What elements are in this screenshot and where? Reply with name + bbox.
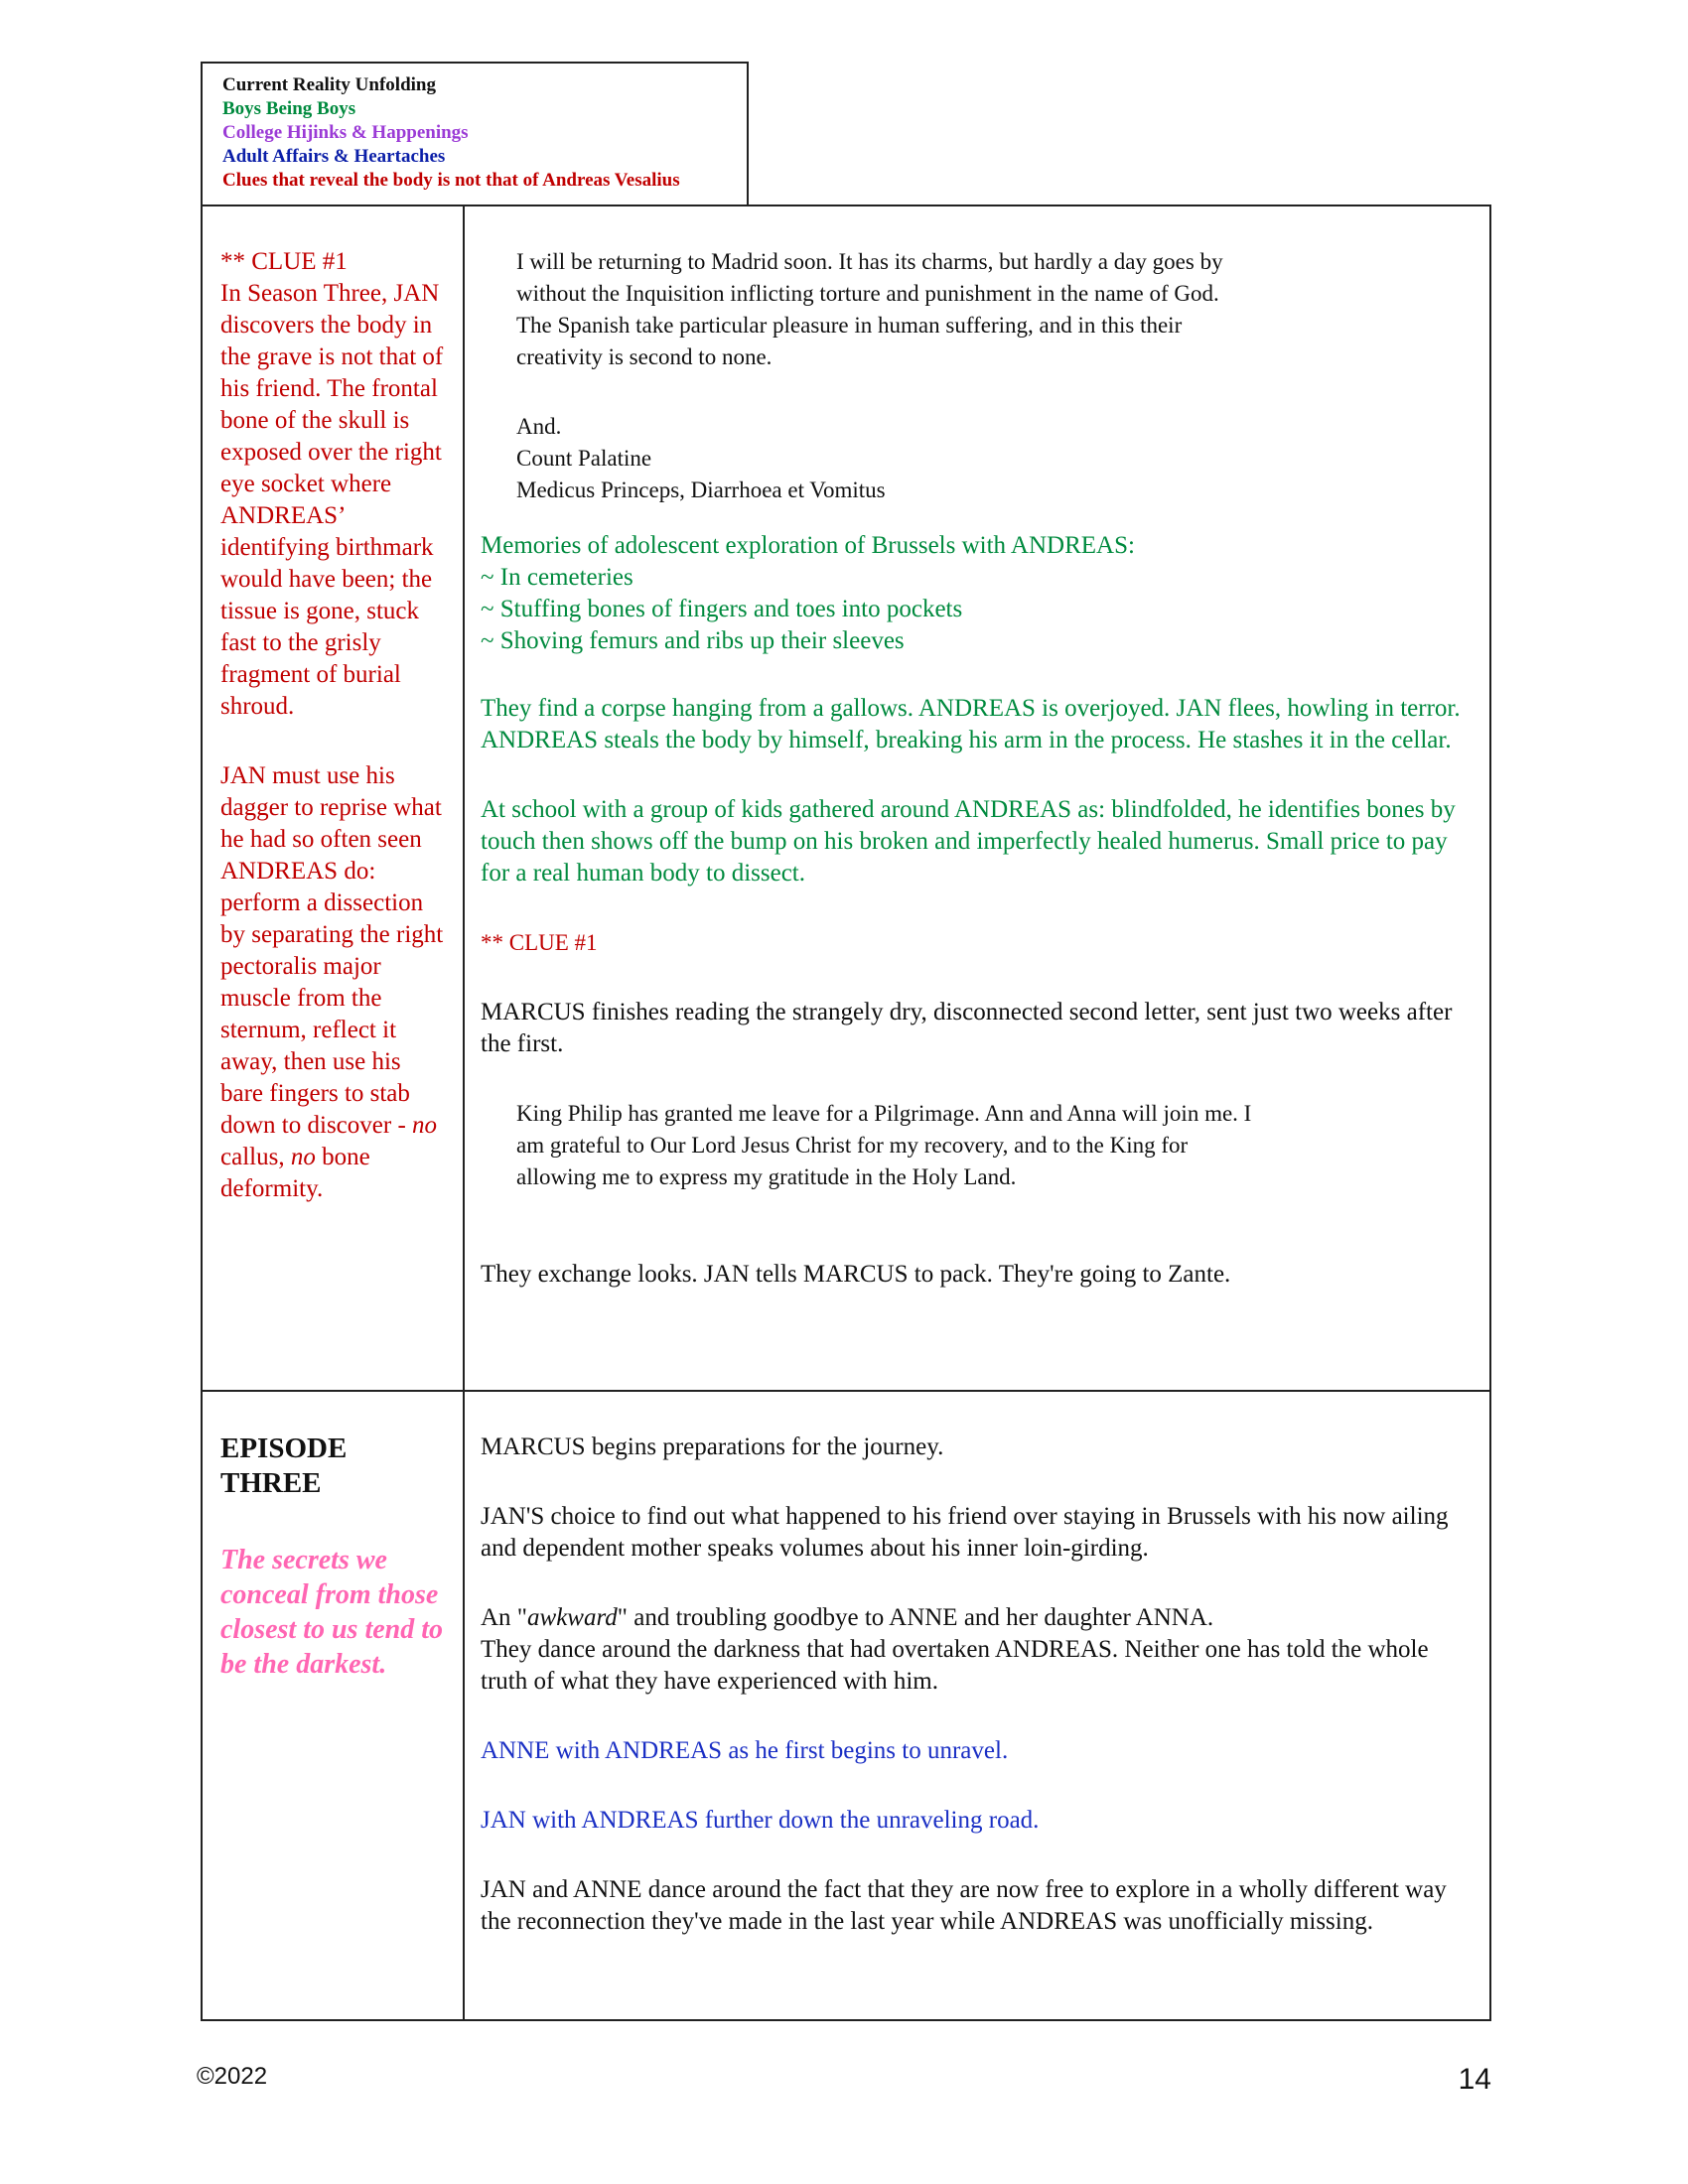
color-legend: [201, 62, 749, 205]
choice-paragraph: JAN'S choice to find out what happened to his friend over staying in Brussels with his now ailing and dependent mother speaks volumes about his inner loin-girding.: [481, 1503, 1449, 1562]
gallows-paragraph: They find a corpse hanging from a gallows. ANDREAS is overjoyed. JAN flees, howling in terror. ANDREAS steals the body by himself, breaking his arm in the process. He stashes it in the cellar.: [481, 695, 1461, 753]
prep-paragraph: MARCUS begins preparations for the journey.: [481, 1433, 944, 1460]
scene-cell-1: [481, 246, 1478, 1291]
jan-paragraph: JAN with ANDREAS further down the unraveling road.: [481, 1807, 1040, 1834]
free-paragraph: JAN and ANNE dance around the fact that they are now free to explore in a wholly different way the reconnection they've made in the last year while ANDREAS was unofficially missing.: [481, 1876, 1447, 1935]
memories-list: Memories of adolescent exploration of Brussels with ANDREAS: ~ In cemeteries ~ Stuffing bones of fingers and toes into pockets ~ Shoving femurs and ribs up their sleeves: [481, 532, 1135, 654]
exchange-paragraph: They exchange looks. JAN tells MARCUS to pack. They're going to Zante.: [481, 1261, 1231, 1288]
legend-college-hijinks: College Hijinks & Happenings: [222, 122, 469, 143]
episode-cell: [220, 1432, 449, 1682]
legend-boys-being-boys: Boys Being Boys: [222, 98, 356, 119]
clue-heading: ** CLUE #1: [220, 248, 348, 275]
first-letter: I will be returning to Madrid soon. It has its charms, but hardly a day goes by without the Inquisition inflicting torture and punishment in the name of God. The Spanish take particular pleasure in human suffering, and in this their creativity is second to none. And. Count Palatine Medicus Princeps, Diarrhoea et Vomitus: [516, 249, 1223, 502]
clue-text: In Season Three, JAN discovers the body in the grave is not that of his friend. The frontal bone of the skull is exposed over the right eye socket where ANDREAS’ identifying birthmark would have been; the tissue is gone, stuck fast to the grisly fragment of burial shroud.: [220, 280, 444, 720]
episode-table: [201, 205, 1491, 2021]
clue-note-cell: [220, 246, 449, 1243]
school-paragraph: At school with a group of kids gathered around ANDREAS as: blindfolded, he identifies bones by touch then shows off the bump on his broken and imperfectly healed humerus. Small price to pay for a real human body to dissect.: [481, 796, 1456, 887]
marcus-reads-paragraph: MARCUS finishes reading the strangely dry, disconnected second letter, sent just two weeks after the first.: [481, 999, 1453, 1057]
legend-clues: Clues that reveal the body is not that of Andreas Vesalius: [222, 170, 680, 191]
dagger-paragraph: JAN must use his dagger to reprise what he had so often seen ANDREAS do: perform a dissection by separating the right pectoralis major muscle from the sternum, reflect it away, then use his bare fingers to stab down to discover - no callus, no bone deformity.: [220, 762, 444, 1202]
clue-marker: ** CLUE #1: [481, 930, 598, 955]
goodbye-paragraph: An "awkward" and troubling goodbye to ANNE and her daughter ANNA. They dance around the darkness that had overtaken ANDREAS. Neither one has told the whole truth of what they have experienced with him.: [481, 1604, 1429, 1695]
episode-tagline: The secrets we conceal from those closest to us tend to be the darkest.: [220, 1545, 444, 1680]
row-divider: [203, 1390, 1489, 1392]
episode-title: EPISODE THREE: [220, 1433, 348, 1499]
copyright: ©2022: [197, 2063, 268, 2090]
second-letter: King Philip has granted me leave for a Pilgrimage. Ann and Anna will join me. I am grateful to Our Lord Jesus Christ for my recovery, and to the King for allowing me to express my gratitude in the Holy Land.: [516, 1101, 1252, 1189]
anne-paragraph: ANNE with ANDREAS as he first begins to unravel.: [481, 1737, 1009, 1764]
scene-cell-2: [481, 1432, 1478, 1938]
legend-current-reality: Current Reality Unfolding: [222, 74, 436, 95]
legend-adult-affairs: Adult Affairs & Heartaches: [222, 146, 446, 167]
page-number: 14: [1458, 2063, 1491, 2096]
column-divider: [463, 206, 465, 2019]
